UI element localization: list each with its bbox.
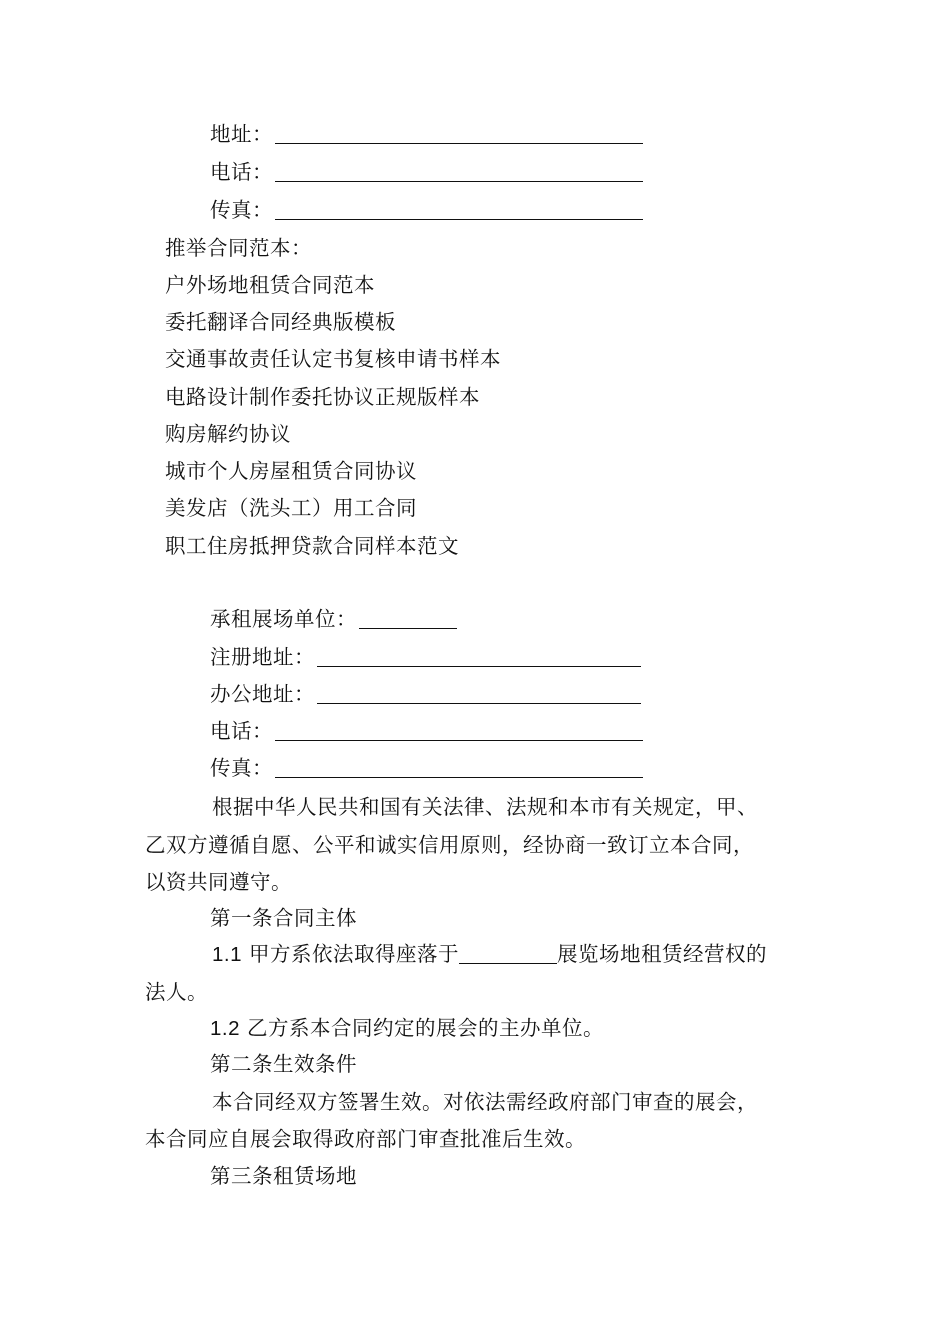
clause-number: 1.1	[212, 943, 242, 966]
fax-label: 传真：	[210, 198, 273, 222]
recommended-link[interactable]: 美发店（洗头工）用工合同	[165, 496, 417, 520]
lessee-phone-label: 电话：	[210, 719, 273, 743]
recommended-link[interactable]: 户外场地租赁合同范本	[165, 273, 375, 297]
lessee-unit-label: 承租展场单位：	[210, 607, 357, 631]
clause-text: 甲方系依法取得座落于	[249, 942, 460, 966]
office-address-row	[210, 680, 641, 708]
article-title: 第三条租赁场地	[210, 1164, 357, 1188]
recommended-link[interactable]: 职工住房抵押贷款合同样本范文	[165, 534, 459, 558]
address-field-row	[210, 120, 643, 148]
fax-blank	[275, 201, 643, 220]
lessee-fax-blank	[275, 759, 643, 778]
clause-text: 展览场地租赁经营权的	[557, 942, 768, 966]
recommended-link[interactable]: 电路设计制作委托协议正规版样本	[165, 385, 480, 409]
recommended-link[interactable]: 购房解约协议	[165, 422, 291, 446]
recommended-heading: 推举合同范本：	[165, 236, 312, 260]
clause-1-1	[212, 940, 767, 969]
article-title: 第一条合同主体	[210, 906, 357, 930]
intro-paragraph-line: 乙双方遵循自愿、公平和诚实信用原则，经协商一致订立本合同，	[145, 833, 754, 857]
lessee-unit-row	[210, 605, 457, 633]
phone-field-row	[210, 158, 643, 186]
office-address-label: 办公地址：	[210, 682, 315, 706]
office-address-blank	[317, 685, 641, 704]
clause-number: 1.2	[210, 1017, 240, 1040]
lessee-fax-row	[210, 754, 643, 782]
registered-address-blank	[317, 648, 641, 667]
lessee-unit-blank	[359, 610, 457, 629]
lessee-fax-label: 传真：	[210, 756, 273, 780]
article-title: 第二条生效条件	[210, 1052, 357, 1076]
recommended-link[interactable]: 交通事故责任认定书复核申请书样本	[165, 347, 501, 371]
lessee-phone-row	[210, 717, 643, 745]
intro-paragraph-line: 以资共同遵守。	[145, 870, 292, 894]
intro-paragraph-line: 根据中华人民共和国有关法律、法规和本市有关规定，甲、	[212, 795, 758, 819]
article-2-line: 本合同经双方签署生效。对依法需经政府部门审查的展会，	[212, 1090, 758, 1114]
recommended-link[interactable]: 城市个人房屋租赁合同协议	[165, 459, 417, 483]
clause-text: 乙方系本合同约定的展会的主办单位。	[247, 1016, 605, 1040]
registered-address-row	[210, 643, 641, 671]
fax-field-row	[210, 196, 643, 224]
lessee-phone-blank	[275, 722, 643, 741]
phone-blank	[275, 163, 643, 182]
recommended-link[interactable]: 委托翻译合同经典版模板	[165, 310, 396, 334]
article-2-line: 本合同应自展会取得政府部门审查批准后生效。	[145, 1127, 586, 1151]
registered-address-label: 注册地址：	[210, 645, 315, 669]
clause-1-1-continuation: 法人。	[145, 980, 208, 1004]
phone-label: 电话：	[210, 160, 273, 184]
address-label: 地址：	[210, 122, 273, 146]
address-blank	[275, 125, 643, 144]
location-blank	[459, 945, 557, 964]
clause-1-2	[210, 1014, 604, 1043]
